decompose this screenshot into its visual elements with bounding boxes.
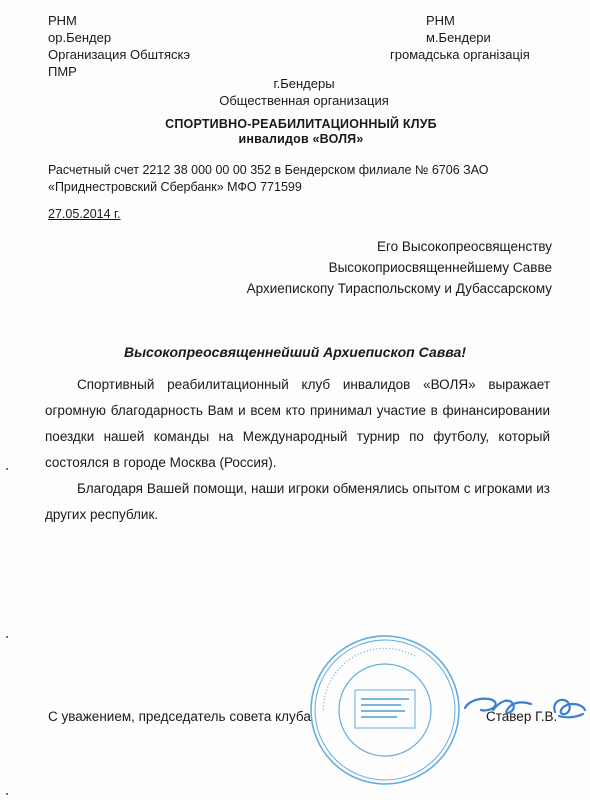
header-right: [390, 12, 530, 63]
addressee-line: Архиепископу Тираспольскому и Дубассарскому: [246, 281, 552, 296]
scan-speck: [6, 636, 8, 638]
addressee-block: [247, 236, 552, 299]
scan-speck: [6, 793, 8, 795]
club-name-line: инвалидов «ВОЛЯ»: [238, 132, 364, 146]
club-name-line: СПОРТИВНО-РЕАБИЛИТАЦИОННЫЙ КЛУБ: [165, 117, 437, 131]
addressee-line: Высокоприосвященнейшему Савве: [328, 260, 552, 275]
header-left-line: РНМ: [48, 13, 77, 28]
bank-line: «Приднестровский Сбербанк» МФО 771599: [48, 180, 302, 194]
header-left-line: Организация Обштяскэ: [48, 47, 190, 62]
handwritten-signature: [455, 688, 590, 738]
header-right-line: м.Бендери: [426, 30, 491, 45]
body-paragraph: Спортивный реабилитационный клуб инвалидов «ВОЛЯ» выражает огромную благодарность Вам и всем кто принимал участие в финансировании поездки нашей команды на Международный турнир по футболу, который состоялся в городе Москва (Россия).: [45, 377, 550, 470]
city-line: г.Бендеры: [273, 76, 335, 91]
body-paragraph: Благодаря Вашей помощи, наши игроки обменялись опытом с игроками из других республик.: [45, 481, 550, 522]
letter-date: 27.05.2014 г.: [48, 207, 121, 221]
addressee-line: Его Высокопреосвященству: [377, 239, 552, 254]
header-right-line: РНМ: [426, 13, 455, 28]
closing-line: С уважением, председатель совета клуба: [48, 709, 311, 724]
letter-body: [45, 372, 550, 528]
bank-line: Расчетный счет 2212 38 000 00 00 352 в Бендерском филиале № 6706 ЗАО: [48, 163, 489, 177]
club-name: [0, 117, 590, 147]
city-block: [0, 75, 590, 109]
header-left-line: ПМР: [48, 64, 77, 79]
salutation: Высокопреосвященнейший Архиепископ Савва!: [123, 344, 467, 360]
svg-text:• • • • • • • • • • • • • • •: • • • • • • • • • • • • • • • • • • • • • • • • • • • • • • • • • • • • • • • •: [320, 645, 417, 711]
scan-speck: [6, 468, 8, 470]
header-right-line: громадська організація: [390, 47, 530, 62]
header-left: [48, 12, 190, 80]
header-left-line: ор.Бендер: [48, 30, 112, 45]
org-type-line: Общественная организация: [219, 93, 389, 108]
bank-details: [48, 162, 489, 196]
round-stamp: [305, 630, 465, 790]
signer-name: Ставер Г.В.: [486, 709, 558, 724]
